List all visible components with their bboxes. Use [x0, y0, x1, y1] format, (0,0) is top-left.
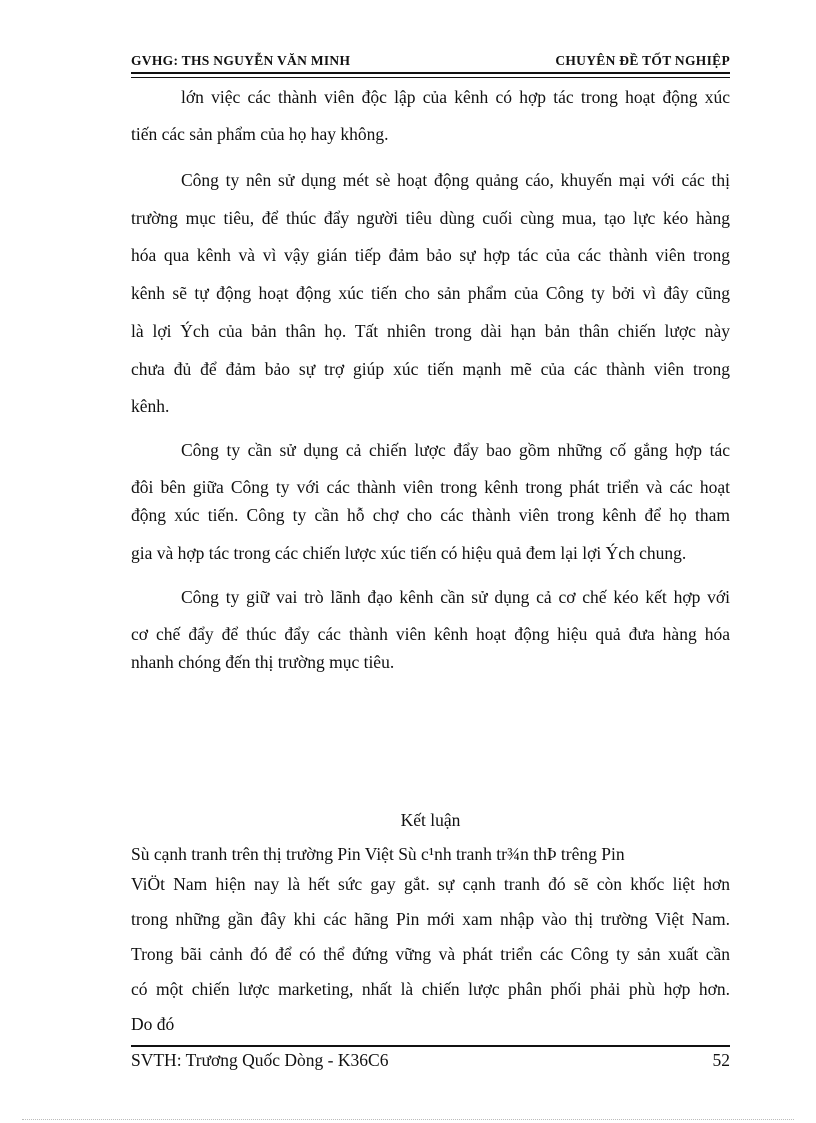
- footer-rule: [131, 1045, 730, 1047]
- paragraph-line: kênh.: [131, 396, 170, 416]
- paragraph-line: động xúc tiến. Công ty cần hỗ chợ cho các thành viên trong kênh để họ tham: [131, 505, 730, 525]
- paragraph-line: gia và hợp tác trong các chiến lược xúc tiến có hiệu quả đem lại lợi Ých chung.: [131, 543, 687, 563]
- paragraph-line: Công ty cần sử dụng cả chiến lược đẩy bao gồm những cố gắng hợp tác: [181, 440, 730, 460]
- paragraph-line: Công ty nên sử dụng mét sè hoạt động quảng cáo, khuyến mại với các thị: [181, 170, 730, 190]
- conclusion-line: Trong bãi cảnh đó để có thể đứng vững và phát triển các Công ty sản xuất cần: [131, 944, 730, 964]
- paragraph-line: hóa qua kênh và vì vậy gián tiếp đảm bảo sự hợp tác của các thành viên trong: [131, 245, 730, 265]
- conclusion-line: ViÖt Nam hiện nay là hết sức gay gắt. sự cạnh tranh đó sẽ còn khốc liệt hơn: [131, 874, 730, 894]
- page-bottom-dotted-border: [22, 1119, 794, 1120]
- paragraph-line: trường mục tiêu, để thúc đẩy người tiêu dùng cuối cùng mua, tạo lực kéo hàng: [131, 208, 730, 228]
- header-document-type: CHUYÊN ĐỀ TỐT NGHIỆP: [555, 53, 730, 68]
- conclusion-line: Sù cạnh tranh trên thị trường Pin Việt Sù c¹nh tranh tr¾n thÞ trêng Pin: [131, 844, 625, 864]
- header-rule-thin: [131, 77, 730, 78]
- conclusion-line: trong những gần đây khi các hãng Pin mới xam nhập vào thị trường Việt Nam.: [131, 909, 730, 929]
- paragraph-line: Công ty giữ vai trò lãnh đạo kênh cần sử dụng cả cơ chế kéo kết hợp với: [181, 587, 730, 607]
- paragraph-line: đôi bên giữa Công ty với các thành viên trong kênh trong phát triển và các hoạt: [131, 477, 730, 497]
- conclusion-line: Do đó: [131, 1014, 175, 1034]
- page-footer: [131, 1050, 730, 1074]
- header-advisor: GVHG: THS NGUYỄN VĂN MINH: [131, 53, 351, 68]
- paragraph-line: kênh sẽ tự động hoạt động xúc tiến cho sản phẩm của Công ty bởi vì đây cũng: [131, 283, 730, 303]
- paragraph-line: là lợi Ých của bản thân họ. Tất nhiên trong dài hạn bản thân chiến lược này: [131, 321, 730, 341]
- footer-student: SVTH: Trương Quốc Dòng - K36C6: [131, 1050, 389, 1070]
- header-rule-thick: [131, 72, 730, 74]
- paragraph-line: cơ chế đẩy để thúc đẩy các thành viên kênh hoạt động hiệu quả đưa hàng hóa: [131, 624, 730, 644]
- paragraph-line: lớn việc các thành viên độc lập của kênh có hợp tác trong hoạt động xúc: [181, 87, 730, 107]
- page-number: 52: [712, 1050, 730, 1070]
- paragraph-line: chưa đủ để đảm bảo sự trợ giúp xúc tiến mạnh mẽ của các thành viên trong: [131, 359, 730, 379]
- paragraph-line: tiến các sản phẩm của họ hay không.: [131, 124, 389, 144]
- paragraph-line: nhanh chóng đến thị trường mục tiêu.: [131, 652, 395, 672]
- conclusion-line: có một chiến lược marketing, nhất là chiến lược phân phối phải phù hợp hơn.: [131, 979, 730, 999]
- page-header: [131, 50, 730, 74]
- conclusion-title: Kết luận: [400, 810, 461, 830]
